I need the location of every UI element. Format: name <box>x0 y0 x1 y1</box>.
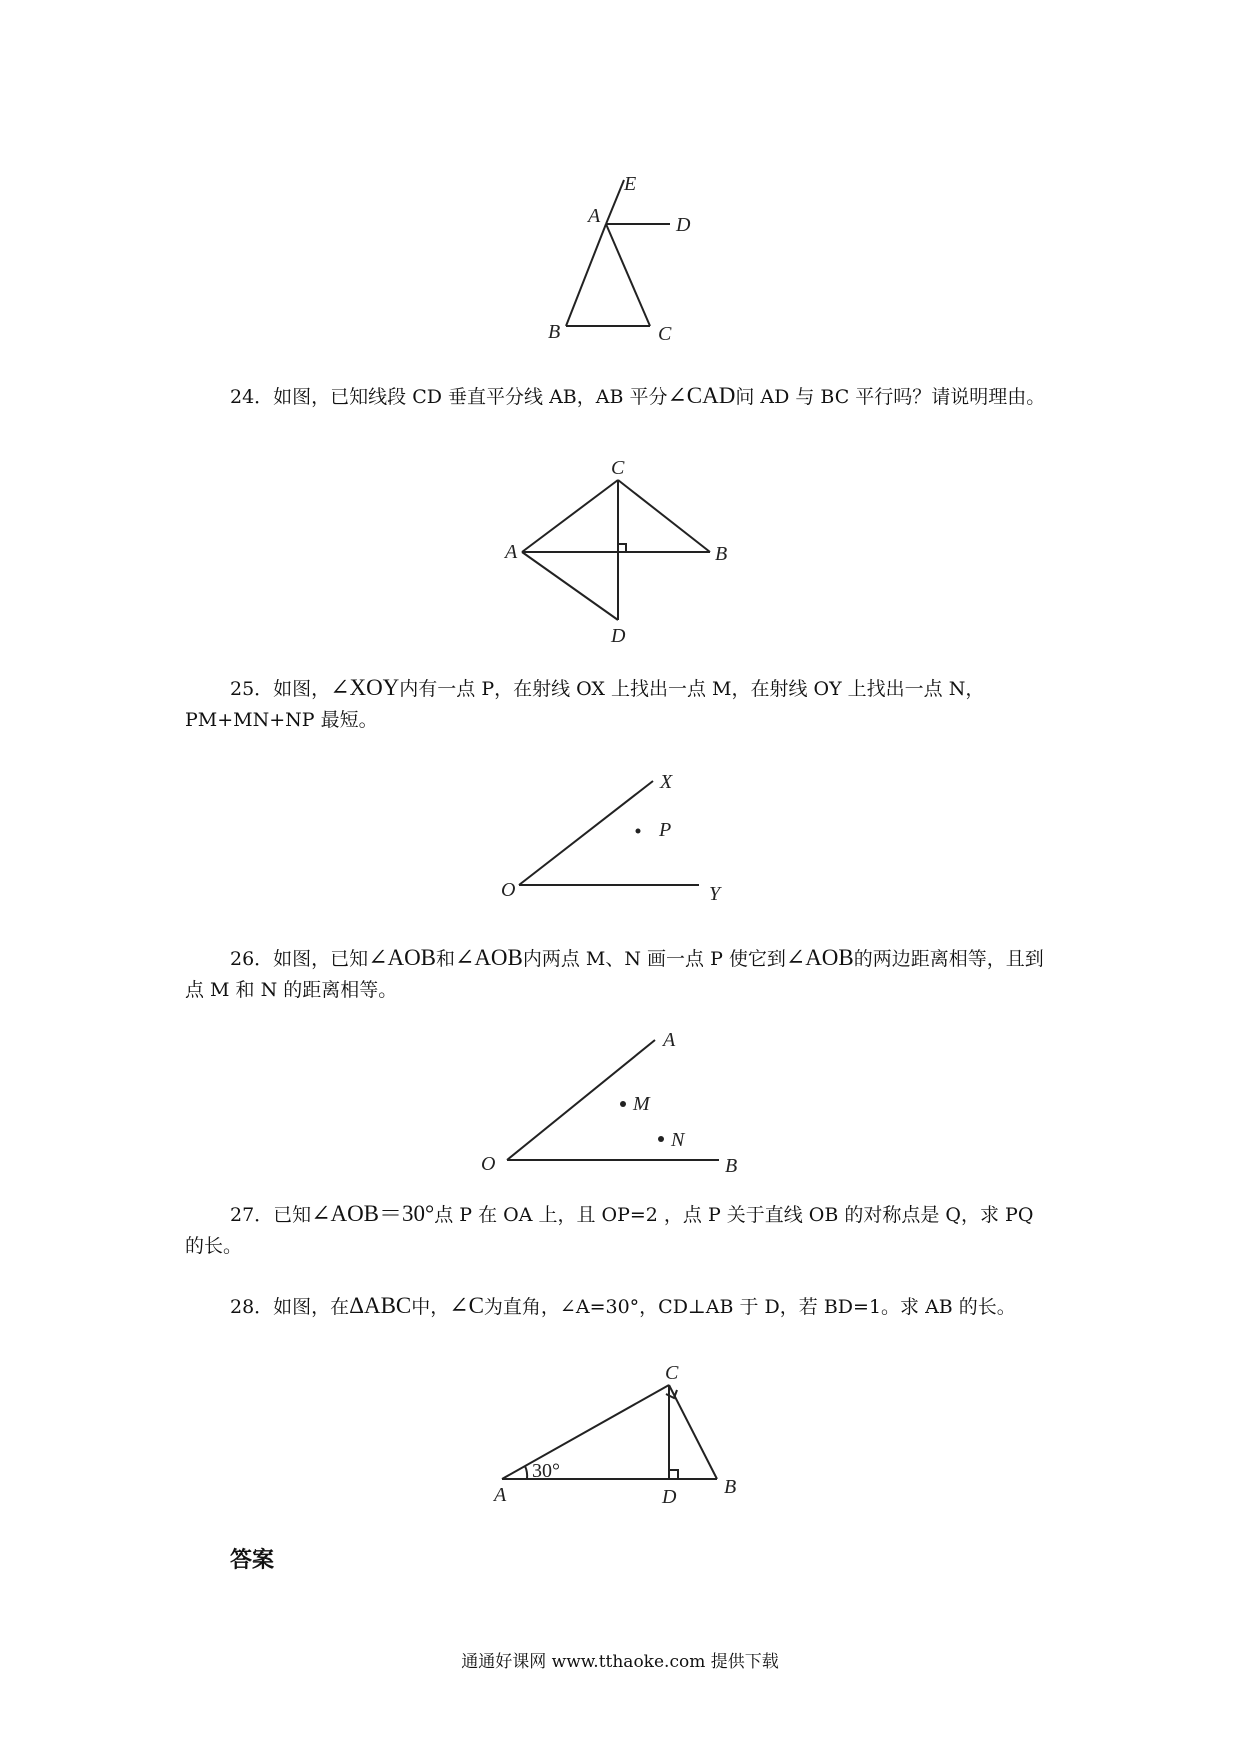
question-28: 28．如图，在ΔABC中，∠C为直角，∠A=30°，CD⊥AB 于 D，若 BD=1。求 AB 的长。 <box>230 1293 1016 1318</box>
right-angle-mark <box>618 544 626 552</box>
label-c: C <box>665 1362 679 1384</box>
label-o: O <box>481 1153 496 1175</box>
question-27: 27．已知∠AOB＝30°点 P 在 OA 上，且 OP=2 ，点 P 关于直线 OB 的对称点是 Q，求 PQ 的长。 <box>185 1201 1034 1257</box>
label-b: B <box>725 1155 738 1177</box>
label-b: B <box>548 321 561 343</box>
point-p <box>636 829 641 834</box>
label-e: E <box>624 173 637 195</box>
label-a: A <box>505 541 518 563</box>
page-footer: 通通好课网 www.tthaoke.com 提供下载 <box>461 1652 779 1672</box>
segment-ac <box>606 224 650 326</box>
label-y: Y <box>709 883 721 905</box>
label-c: C <box>658 323 672 345</box>
question-26: 26．如图，已知∠AOB和∠AOB内两点 M、N 画一点 P 使它到∠AOB的两边距离相等，且到点 M 和 N 的距离相等。 <box>185 945 1044 1001</box>
segment-ac <box>502 1385 669 1479</box>
label-p: P <box>659 819 672 841</box>
label-a: A <box>588 205 601 227</box>
label-d: D <box>676 214 691 236</box>
label-a: A <box>663 1029 676 1051</box>
ray-ox <box>519 781 653 885</box>
right-angle-mark-d <box>669 1470 678 1479</box>
question-25: 25．如图，∠XOY内有一点 P，在射线 OX 上找出一点 M，在射线 OY 上找出一点 N，PM+MN+NP 最短。 <box>185 675 985 731</box>
segment-cb <box>669 1385 717 1479</box>
label-m: M <box>633 1093 650 1115</box>
figure-kite-perpendicular-bisector <box>495 452 745 652</box>
segment-ac <box>522 480 618 552</box>
label-n: N <box>671 1129 685 1151</box>
question-24: 24．如图，已知线段 CD 垂直平分线 AB，AB 平分∠CAD问 AD 与 BC 平行吗？请说明理由。 <box>230 383 1046 408</box>
label-o: O <box>501 879 516 901</box>
angle-arc-a <box>525 1466 527 1479</box>
figure-triangle-abc-exterior-angle <box>520 168 750 358</box>
ray-ae <box>606 180 624 224</box>
label-b: B <box>724 1476 737 1498</box>
label-a: A <box>494 1484 507 1506</box>
segment-cb <box>618 480 710 552</box>
figure-angle-xoy-point-p <box>495 768 745 908</box>
segment-ad <box>522 552 618 620</box>
segment-ab <box>566 224 606 326</box>
figure-right-triangle-abc-altitude <box>480 1362 770 1508</box>
label-angle-30: 30° <box>532 1460 560 1482</box>
label-b: B <box>715 543 728 565</box>
point-n <box>658 1136 664 1142</box>
label-x: X <box>660 771 673 793</box>
label-c: C <box>611 457 625 479</box>
point-m <box>620 1101 626 1107</box>
answer-heading: 答案 <box>230 1548 275 1573</box>
label-d: D <box>611 625 626 647</box>
figure-angle-aob-points-m-n <box>475 1018 765 1178</box>
label-d: D <box>662 1486 677 1508</box>
